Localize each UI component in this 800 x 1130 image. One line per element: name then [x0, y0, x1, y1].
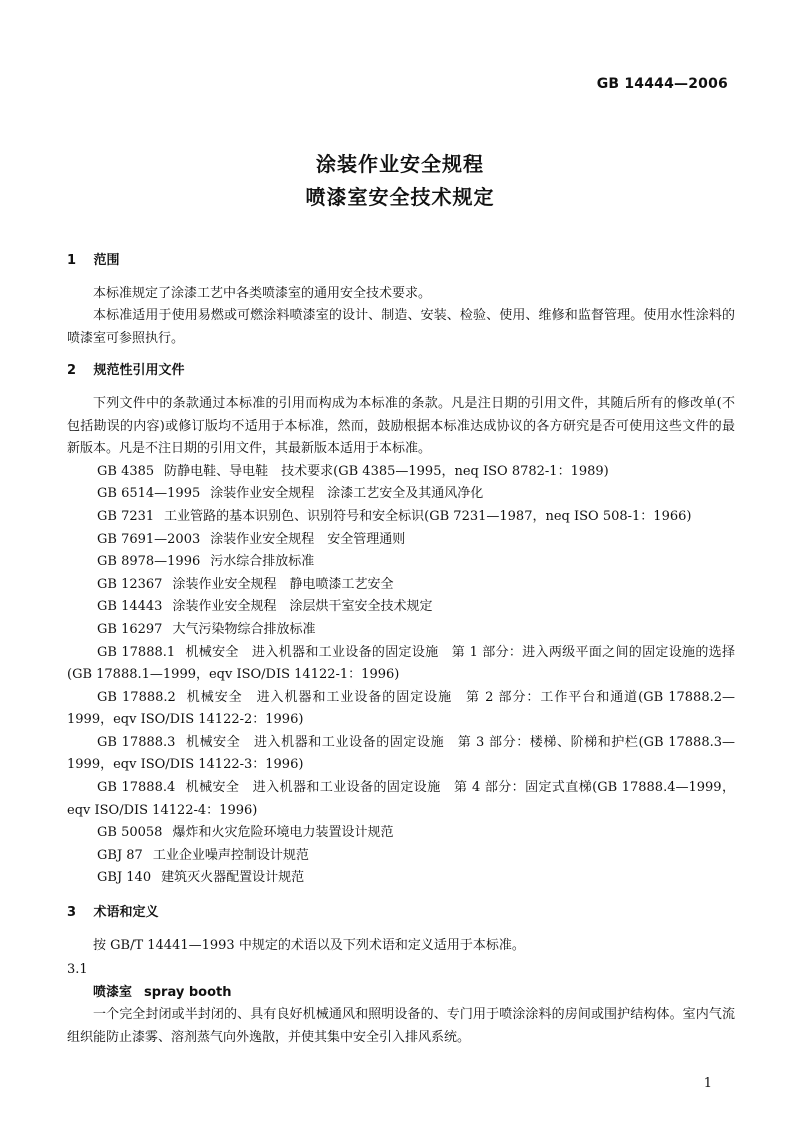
- reference-code: GB 17888.1: [97, 644, 176, 660]
- reference-code: GB 17888.4: [97, 780, 176, 796]
- reference-code: GB 50058: [97, 825, 163, 841]
- reference-item: [67, 777, 735, 822]
- reference-code: GB 6514—1995: [97, 486, 201, 502]
- section-heading-scope: [67, 250, 735, 273]
- reference-item: [67, 642, 735, 687]
- reference-code: GB 17888.2: [97, 689, 176, 705]
- reference-item: [67, 687, 735, 732]
- reference-item: [67, 619, 735, 642]
- references-intro: 下列文件中的条款通过本标准的引用而构成为本标准的条款。凡是注日期的引用文件，其随后所有的修改单(不包括勘误的内容)或修订版均不适用于本标准，然而，鼓励根据本标准达成协议的各方研究是否可使用这些文件的最新版本。凡是不注日期的引用文件，其最新版本适用于本标准。: [67, 395, 735, 457]
- standard-number: GB 14444—2006: [596, 76, 728, 92]
- reference-text: 机械安全 进入机器和工业设备的固定设施 第 1 部分：进入两级平面之间的固定设施的选择(GB 17888.1—1999，eqv ISO/DIS 14122-1：1996): [67, 644, 735, 683]
- reference-text: 建筑灭火器配置设计规范: [161, 870, 305, 886]
- reference-item: [67, 867, 735, 890]
- term-english: spray booth: [144, 984, 232, 1000]
- reference-item: [67, 596, 735, 619]
- reference-item: [67, 506, 735, 529]
- section-heading-terms: [67, 902, 735, 925]
- reference-code: GB 12367: [97, 576, 163, 592]
- reference-code: GB 16297: [97, 621, 163, 637]
- reference-item: [67, 822, 735, 845]
- reference-item: [67, 529, 735, 552]
- reference-text: 涂装作业安全规程 涂漆工艺安全及其通风净化: [210, 486, 484, 502]
- reference-text: 污水综合排放标准: [210, 554, 315, 570]
- document-subtitle: 喷漆室安全技术规定: [305, 185, 495, 209]
- reference-text: 机械安全 进入机器和工业设备的固定设施 第 2 部分：工作平台和通道(GB 17888.2—1999，eqv ISO/DIS 14122-2：1996): [67, 689, 735, 728]
- section-heading-normative-references: [67, 360, 735, 383]
- reference-text: 防静电鞋、导电鞋 技术要求(GB 4385—1995，neq ISO 8782-1：1989): [164, 463, 609, 479]
- term-definition: 一个完全封闭或半封闭的、具有良好机械通风和照明设备的、专门用于喷涂涂料的房间或围护结构体。室内气流组织能防止漆雾、溶剂蒸气向外逸散，并使其集中安全引入排风系统。: [67, 1007, 735, 1045]
- scope-paragraph-1: 本标准规定了涂漆工艺中各类喷漆室的通用安全技术要求。: [93, 285, 432, 301]
- reference-item: [67, 732, 735, 777]
- section-number: 2: [67, 363, 77, 379]
- document-body: [67, 250, 735, 1050]
- scope-paragraph-2: 本标准适用于使用易燃或可燃涂料喷漆室的设计、制造、安装、检验、使用、维修和监督管理。使用水性涂料的喷漆室可参照执行。: [67, 308, 735, 346]
- reference-item: [67, 574, 735, 597]
- section-title: 术语和定义: [93, 905, 159, 921]
- reference-text: 大气污染物综合排放标准: [172, 621, 316, 637]
- section-number: 3: [67, 905, 77, 921]
- reference-code: GB 4385: [97, 463, 155, 479]
- reference-text: 爆炸和火灾危险环境电力装置设计规范: [172, 825, 394, 841]
- terms-intro: 按 GB/T 14441—1993 中规定的术语以及下列术语和定义适用于本标准。: [93, 937, 525, 953]
- reference-text: 机械安全 进入机器和工业设备的固定设施 第 4 部分：固定式直梯(GB 17888.4—1999，eqv ISO/DIS 14122-4：1996): [67, 780, 735, 818]
- reference-text: 涂装作业安全规程 涂层烘干室安全技术规定: [172, 599, 433, 615]
- reference-item: [67, 461, 735, 484]
- reference-text: 机械安全 进入机器和工业设备的固定设施 第 3 部分：楼梯、阶梯和护栏(GB 17888.3—1999，eqv ISO/DIS 14122-3：1996): [67, 734, 735, 773]
- reference-text: 涂装作业安全规程 安全管理通则: [210, 531, 406, 547]
- reference-code: GBJ 87: [97, 847, 143, 863]
- term-chinese: 喷漆室: [93, 984, 133, 1000]
- reference-code: GB 7231: [97, 508, 155, 524]
- reference-code: GB 7691—2003: [97, 531, 201, 547]
- reference-code: GB 8978—1996: [97, 554, 201, 570]
- section-title: 规范性引用文件: [93, 363, 185, 379]
- section-title: 范围: [93, 253, 120, 268]
- reference-text: 涂装作业安全规程 静电喷漆工艺安全: [172, 576, 394, 592]
- document-title: 涂装作业安全规程: [316, 152, 484, 176]
- reference-item: [67, 845, 735, 868]
- reference-text: 工业企业噪声控制设计规范: [152, 847, 309, 863]
- clause-number: 3.1: [67, 962, 88, 978]
- reference-code: GB 14443: [97, 599, 163, 615]
- term-entry: [67, 982, 735, 1005]
- reference-item: [67, 551, 735, 574]
- section-number: 1: [67, 253, 77, 268]
- reference-text: 工业管路的基本识别色、识别符号和安全标识(GB 7231—1987，neq ISO 508-1：1966): [164, 508, 692, 524]
- reference-item: [67, 483, 735, 506]
- reference-code: GBJ 140: [97, 870, 152, 886]
- page-number: 1: [703, 1076, 712, 1091]
- reference-code: GB 17888.3: [97, 734, 176, 750]
